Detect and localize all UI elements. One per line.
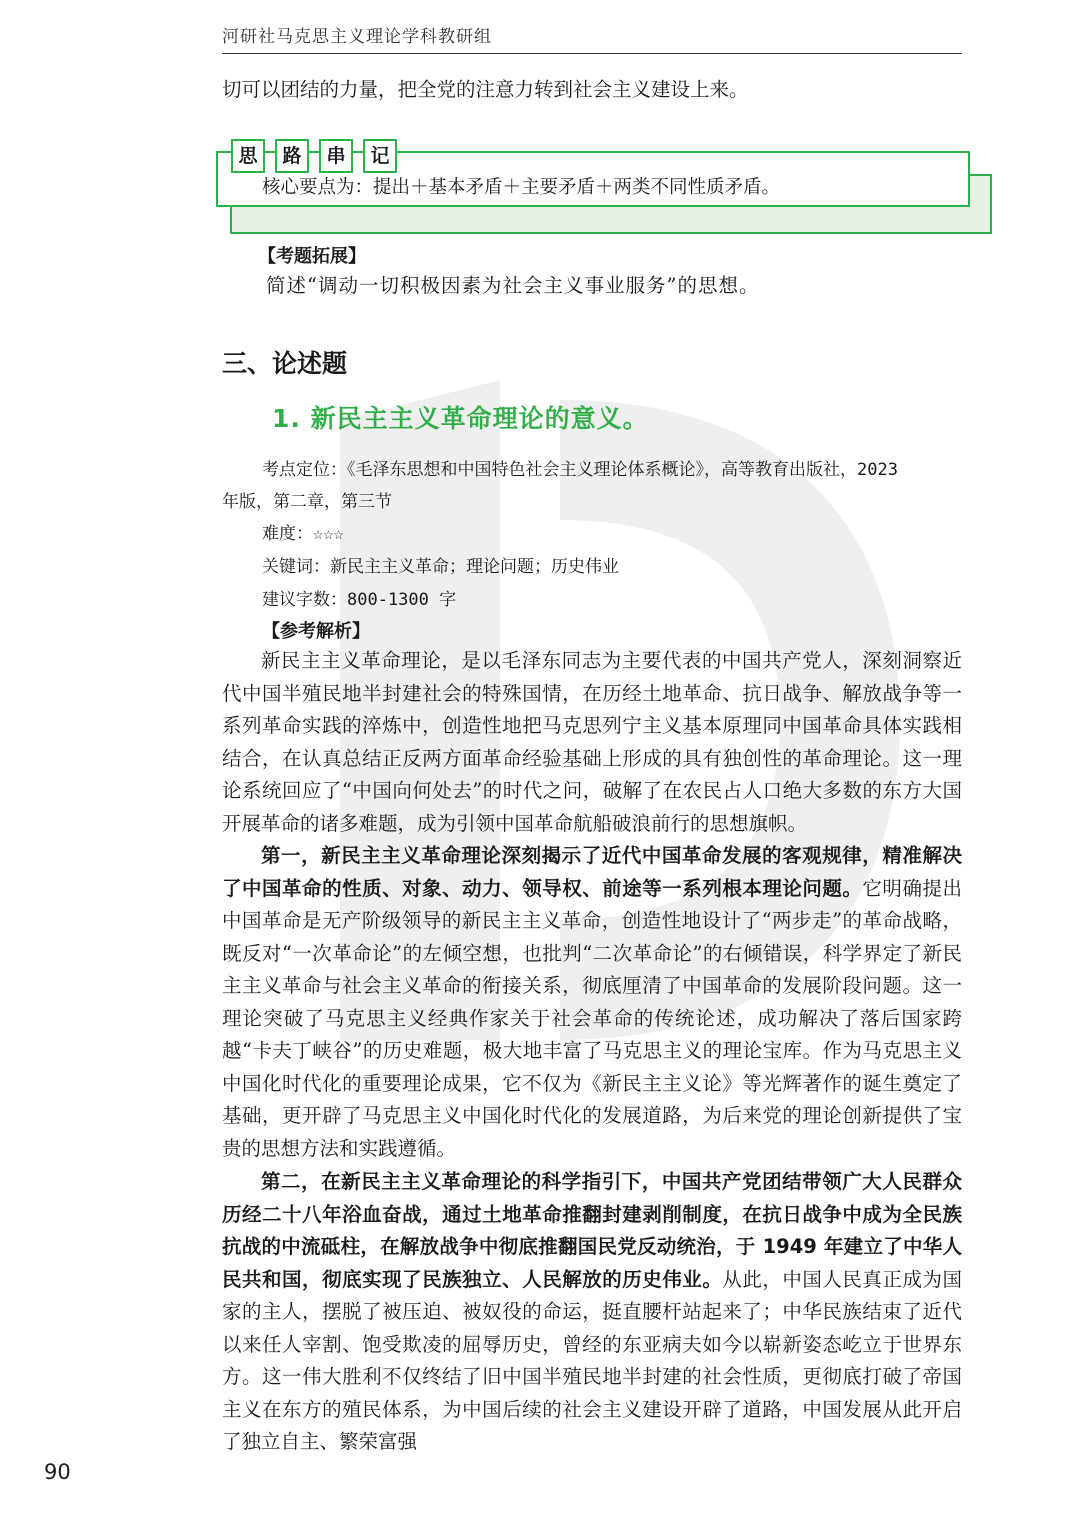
section-title: 三、论述题: [222, 349, 348, 378]
summary-tag-4: 记: [363, 139, 397, 173]
summary-tag-2: 路: [275, 139, 309, 173]
paragraph-1: 新民主主义革命理论，是以毛泽东同志为主要代表的中国共产党人，深刻洞察近代中国半殖民地半封建社会的特殊国情，在历经土地革命、抗日战争、解放战争等一系列革命实践的淬炼中，创造性地把马克思列宁主义基本原理同中国革命具体实践相结合，在认真总结正反两方面革命经验基础上形成的具有独创性的革命理论。这一理论系统回应了“中国向何处去”的时代之问，破解了在农民占人口绝大多数的东方大国开展革命的诸多难题，成为引领中国革命航船破浪前行的思想旗帜。: [222, 649, 962, 835]
summary-text: 核心要点为：提出＋基本矛盾＋主要矛盾＋两类不同性质矛盾。: [262, 177, 781, 198]
intro-line: 切可以团结的力量，把全党的注意力转到社会主义建设上来。: [222, 78, 749, 101]
meta-position-1: 考点定位：《毛泽东思想和中国特色社会主义理论体系概论》，高等教育出版社，2023: [262, 460, 898, 480]
summary-tag-1: 思: [231, 139, 265, 173]
paragraph-3-bold: 第二，在新民主主义革命理论的科学指引下，中国共产党团结带领广大人民群众历经二十八年浴血奋战，通过土地革命推翻封建剥削制度，在抗日战争中成为全民族抗战的中流砥柱，在解放战争中彻底推翻国民党反动统治，于 1949 年建立了中华人民共和国，彻底实现了民族独立、人民解放的历史伟业。: [222, 1170, 962, 1291]
paragraph-3: [222, 1166, 962, 1459]
paragraph-2-rest: 它明确提出中国革命是无产阶级领导的新民主主义革命，创造性地设计了“两步走”的革命战略，既反对“一次革命论”的左倾空想，也批判“二次革命论”的右倾错误，科学界定了新民主主义革命与社会主义革命的衔接关系，彻底厘清了中国革命的发展阶段问题。这一理论突破了马克思主义经典作家关于社会革命的传统论述，成功解决了落后国家跨越“卡夫丁峡谷”的历史难题，极大地丰富了马克思主义的理论宝库。作为马克思主义中国化时代化的重要理论成果，它不仅为《新民主主义论》等光辉著作的诞生奠定了基础，更开辟了马克思主义中国化时代化的发展道路，为后来党的理论创新提供了宝贵的思想方法和实践遵循。: [222, 876, 962, 1160]
extension-text: 简述“调动一切积极因素为社会主义事业服务”的思想。: [266, 274, 760, 297]
paragraph-3-rest: 从此，中国人民真正成为国家的主人，摆脱了被压迫、被奴役的命运，挺直腰杆站起来了；中华民族结束了近代以来任人宰割、饱受欺凌的屈辱历史，曾经的东亚病夫如今以崭新姿态屹立于世界东方。这一伟大胜利不仅终结了旧中国半殖民地半封建的社会性质，更彻底打破了帝国主义在东方的殖民体系，为中国后续的社会主义建设开辟了道路，中国发展从此开启了独立自主、繁荣富强: [222, 1267, 962, 1453]
meta-difficulty: 难度：☆☆☆: [262, 524, 344, 544]
paragraph-2: [222, 840, 962, 1165]
paragraph-2-bold: 第一，新民主主义革命理论深刻揭示了近代中国革命发展的客观规律，精准解决了中国革命的性质、对象、动力、领导权、前途等一系列根本理论问题。: [222, 844, 962, 900]
meta-word-count: 建议字数：800-1300 字: [262, 590, 457, 610]
analysis-label: 【参考解析】: [262, 621, 370, 642]
meta-keywords: 关键词：新民主主义革命；理论问题；历史伟业: [262, 557, 619, 577]
page-number: 90: [44, 1460, 71, 1484]
question-title: 1. 新民主主义革命理论的意义。: [272, 404, 649, 433]
summary-tag-3: 串: [319, 139, 353, 173]
meta-position-2: 年版，第二章，第三节: [222, 492, 392, 512]
extension-label: 【考题拓展】: [258, 246, 366, 267]
running-header: 河研社马克思主义理论学科教研组: [222, 22, 962, 54]
